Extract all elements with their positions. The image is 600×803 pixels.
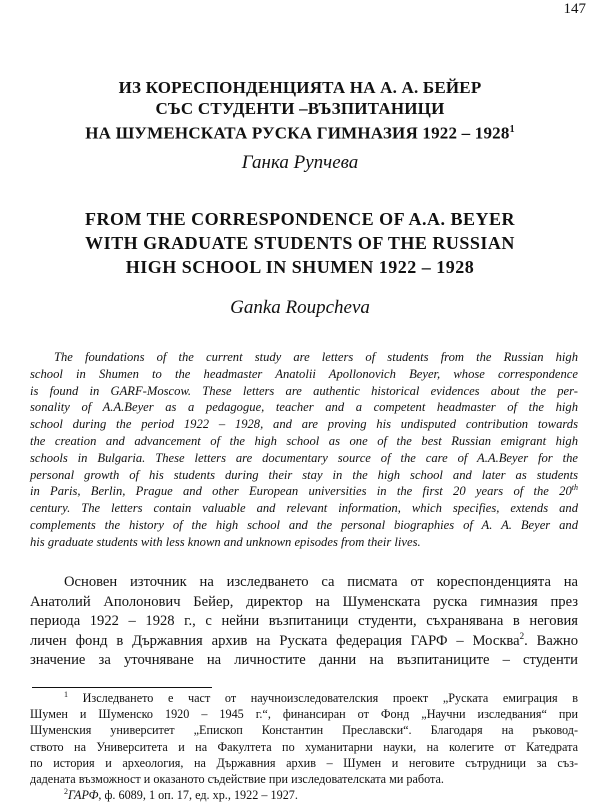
body-line xyxy=(30,632,578,652)
author-bulgarian: Ганка Рупчева xyxy=(241,152,359,173)
page-number: 147 xyxy=(563,1,586,17)
body-line: значение за уточняване на личностите данни на възпитаниците – студенти xyxy=(30,652,578,669)
body-line-text: личен фонд в Държавния архив на Руската федерация ГАРФ – Москва xyxy=(30,632,520,649)
footnote-text: Изследването е част от научноизследователския проект „Руската емиграция в xyxy=(82,691,579,705)
title-bg-line-text: НА ШУМЕНСКАТА РУСКА ГИМНАЗИЯ 1922 – 1928 xyxy=(85,123,510,143)
body-line: Основен източник на изследването са писмата от кореспонденцията на xyxy=(64,574,578,590)
footnote-text: , ф. 6089, 1 оп. 17, ед. хр., 1922 – 1927. xyxy=(98,788,298,803)
title-english xyxy=(0,207,600,279)
abstract-line: school in Shumen to the headmaster Anatolii Apollonovich Beyer, whose correspondence xyxy=(30,366,578,381)
abstract-line: is found in GARF-Moscow. These letters are authentic historical evidences about the per- xyxy=(30,383,578,398)
title-bg-line: СЪС СТУДЕНТИ –ВЪЗПИТАНИЦИ xyxy=(155,99,445,118)
abstract-line-text: in Paris, Berlin, Prague and other European universities in the first 20 years of the 20 xyxy=(30,484,572,499)
title-en-line: FROM THE CORRESPONDENCE OF A.A. BEYER xyxy=(84,209,516,229)
abstract-line: personal growth of his students during their stay in the high school and later as students xyxy=(30,467,578,482)
abstract xyxy=(30,349,578,551)
abstract-line: complements the history of the high school and the personal biographies of A. A. Beyer and xyxy=(30,517,578,532)
author-english: Ganka Roupcheva xyxy=(230,297,370,318)
title-en-line: WITH GRADUATE STUDENTS OF THE RUSSIAN xyxy=(85,233,515,253)
abstract-line: sonality of A.A.Beyer as a pedagogue, teacher and a competent headmaster of the high xyxy=(30,400,578,415)
abstract-line: The foundations of the current study are letters of students from the Russian high xyxy=(54,350,578,364)
footnote-marker[interactable]: 1 xyxy=(509,124,515,135)
title-bg-line xyxy=(0,119,600,144)
title-bulgarian xyxy=(0,77,600,144)
footnote-line xyxy=(30,690,578,706)
footnote-line: по история и археология, на Държавния архив – Шумен и неговите сътрудници за съз- xyxy=(30,755,578,770)
abstract-line: his graduate students with less known and unknown episodes from their lives. xyxy=(30,534,421,549)
footnote-line xyxy=(30,787,578,803)
footnote-source: ГАРФ xyxy=(68,788,99,803)
abstract-line: schools in Bulgaria. These letters are documentary source of the care of A.A.Beyer for the xyxy=(30,450,578,465)
superscript-th: th xyxy=(571,483,578,493)
footnote-marker[interactable]: 2 xyxy=(519,630,525,641)
body-line-tail: . Важно xyxy=(524,632,579,649)
body-text xyxy=(30,573,578,671)
footnote-line: Шуменския университет „Епископ Константин Преславски“. Благодаря на ръковод- xyxy=(30,723,578,738)
footnote-line: Шумен и Шуменско 1920 – 1945 г.“, финансиран от Фонд „Научни изследвания“ при xyxy=(30,707,578,722)
abstract-line xyxy=(30,483,578,500)
title-bg-line: ИЗ КОРЕСПОНДЕНЦИЯТА НА А. А. БЕЙЕР xyxy=(118,78,482,97)
footnotes xyxy=(30,690,578,803)
body-line: Анатолий Аполонович Бейер, директор на Шуменската руска гимназия през xyxy=(30,593,578,610)
footnote-line: дадената възможност и оказаното съдействие при изследователската ми работа. xyxy=(30,771,444,786)
title-en-line: HIGH SCHOOL IN SHUMEN 1922 – 1928 xyxy=(125,257,475,277)
body-line: периода 1922 – 1928 г., с нейни възпитаници студенти, съхранявана в неговия xyxy=(30,613,578,630)
footnote-separator xyxy=(32,687,212,688)
footnote-number: 2 xyxy=(64,787,68,797)
abstract-line: century. The letters contain valuable and relevant information, which specifies, extends and xyxy=(30,501,578,516)
abstract-line: the creation and advancement of the high school as one of the best Russian emigrant high xyxy=(30,433,578,448)
abstract-line: school during the period 1922 – 1928, and are proving his undisputed contribution towards xyxy=(30,417,578,432)
footnote-line: ството на Университета и на Факултета по хуманитарни науки, на колегите от Катедрата xyxy=(30,739,578,754)
footnote-number: 1 xyxy=(64,689,68,699)
